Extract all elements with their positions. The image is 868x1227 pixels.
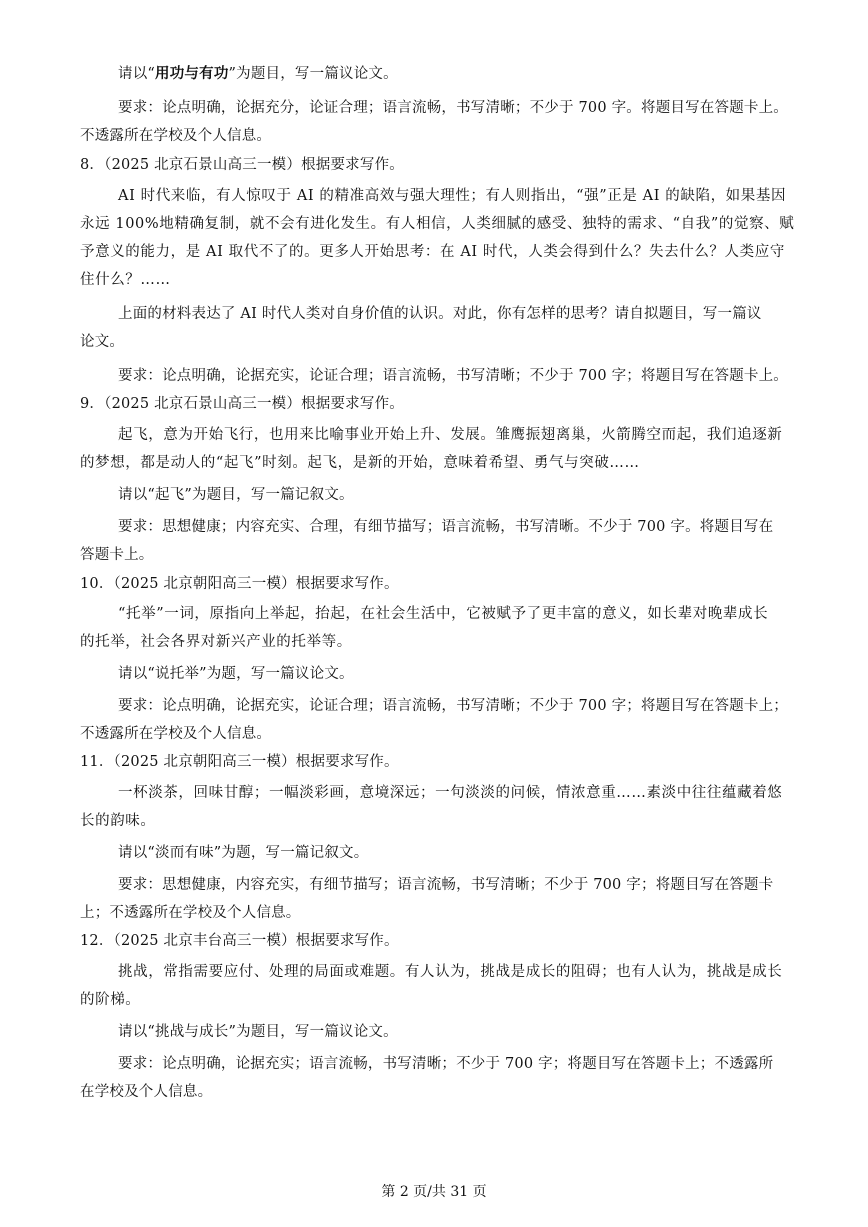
q8-material-2: 永远 100%地精确复制，就不会有进化发生。有人相信，人类细腻的感受、独特的需求、“自我”的觉察、赋: [80, 216, 795, 232]
q12-material-1: 挑战，常指需要应付、处理的局面或难题。有人认为，挑战是成长的阻碍；也有人认为，挑战是成长: [118, 964, 783, 980]
q8-material-3: 予意义的能力，是 AI 取代不了的。更多人开始思考：在 AI 时代，人类会得到什么？失去什么？人类应守: [80, 244, 785, 260]
q11-header: 11．（2025 北京朝阳高三一模）根据要求写作。: [80, 754, 399, 770]
q8-header: 8．（2025 北京石景山高三一模）根据要求写作。: [80, 157, 404, 173]
q7-prompt-post: ”为题目，写一篇议论文。: [228, 66, 398, 82]
q10-requirement-1: 要求：论点明确，论据充实，论证合理；语言流畅，书写清晰；不少于 700 字；将题目写在答题卡上；: [118, 698, 788, 714]
q7-requirement-2: 不透露所在学校及个人信息。: [80, 128, 272, 144]
q11-requirement-1: 要求：思想健康，内容充实，有细节描写；语言流畅，书写清晰；不少于 700 字；将题目写在答题卡: [118, 877, 774, 893]
q7-prompt-pre: 请以“: [118, 66, 156, 82]
q12-header: 12．（2025 北京丰台高三一模）根据要求写作。: [80, 933, 399, 949]
q7-requirement-1: 要求：论点明确，论据充分，论证合理；语言流畅，书写清晰；不少于 700 字。将题目写在答题卡上。: [118, 100, 788, 116]
q8-material-1: AI 时代来临，有人惊叹于 AI 的精准高效与强大理性；有人则指出，“强”正是 AI 的缺陷，如果基因: [118, 188, 787, 204]
q10-prompt: 请以“说托举”为题，写一篇议论文。: [118, 666, 354, 682]
q10-material-2: 的托举，社会各界对新兴产业的托举等。: [80, 634, 352, 650]
q9-header: 9．（2025 北京石景山高三一模）根据要求写作。: [80, 396, 404, 412]
q9-requirement-2: 答题卡上。: [80, 547, 154, 563]
q10-material-1: “托举”一词，原指向上举起，抬起，在社会生活中，它被赋予了更丰富的意义，如长辈对晚辈成长: [118, 606, 769, 622]
q9-material-1: 起飞，意为开始飞行，也用来比喻事业开始上升、发展。雏鹰振翅离巢，火箭腾空而起，我们追逐新: [118, 427, 783, 443]
q12-prompt: 请以“挑战与成长”为题目，写一篇议论文。: [118, 1024, 398, 1040]
q9-material-2: 的梦想，都是动人的“起飞”时刻。起飞，是新的开始，意味着希望、勇气与突破……: [80, 455, 640, 471]
q12-requirement-1: 要求：论点明确，论据充实；语言流畅，书写清晰；不少于 700 字；将题目写在答题卡上；不透露所: [118, 1056, 774, 1072]
q8-material-4: 住什么？……: [80, 272, 171, 288]
q8-prompt-2: 论文。: [80, 334, 125, 350]
q11-requirement-2: 上；不透露所在学校及个人信息。: [80, 905, 301, 921]
q8-prompt-1: 上面的材料表达了 AI 时代人类对自身价值的认识。对此，你有怎样的思考？请自拟题目，写一篇议: [118, 306, 762, 322]
q11-material-1: 一杯淡茶，回味甘醇；一幅淡彩画，意境深远；一句淡淡的问候，情浓意重……素淡中往往蕴藏着悠: [118, 785, 783, 801]
page-number: 第 2 页/共 31 页: [381, 1184, 487, 1200]
q10-requirement-2: 不透露所在学校及个人信息。: [80, 726, 272, 742]
q10-header: 10．（2025 北京朝阳高三一模）根据要求写作。: [80, 576, 399, 592]
q7-prompt: [118, 64, 398, 84]
q12-material-2: 的阶梯。: [80, 992, 141, 1008]
q11-prompt: 请以“淡而有味”为题，写一篇记叙文。: [118, 845, 369, 861]
q8-requirement-1: 要求：论点明确，论据充实，论证合理；语言流畅，书写清晰；不少于 700 字；将题目写在答题卡上。: [118, 368, 788, 384]
q9-requirement-1: 要求：思想健康；内容充实、合理，有细节描写；语言流畅，书写清晰。不少于 700 字。将题目写在: [118, 519, 774, 535]
q9-prompt: 请以“起飞”为题目，写一篇记叙文。: [118, 487, 354, 503]
q12-requirement-2: 在学校及个人信息。: [80, 1084, 213, 1100]
q7-prompt-title: 用功与有功: [155, 65, 229, 82]
q11-material-2: 长的韵味。: [80, 813, 156, 829]
